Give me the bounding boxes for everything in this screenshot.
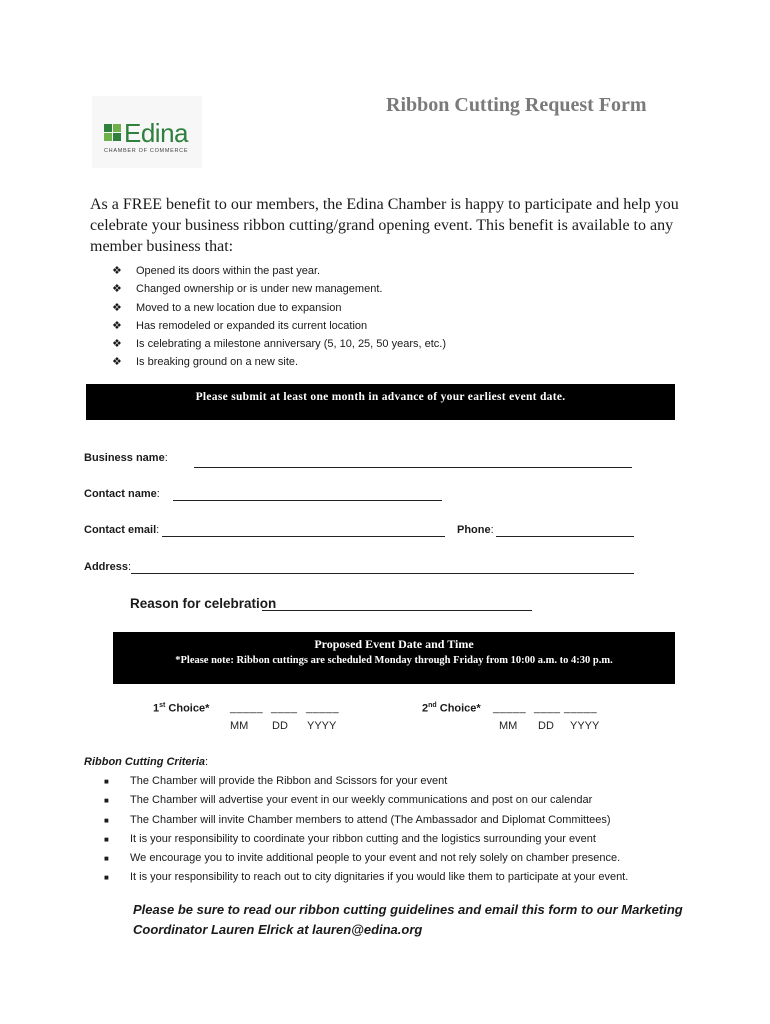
list-item: ❖ Opened its doors within the past year. [112,262,446,280]
address-field[interactable] [131,573,634,574]
second-mm-label: MM [499,720,518,732]
diamond-bullet-icon: ❖ [112,319,122,332]
list-item: ■ The Chamber will invite Chamber members to attend (The Ambassador and Diplomat Committees) [104,811,628,830]
logo-wordmark: Edina [124,118,188,148]
first-choice-day-field[interactable]: ____ [271,702,298,714]
criteria-list [104,772,628,888]
first-dd-label: DD [272,720,288,732]
second-choice-day-field[interactable]: ____ [534,702,561,714]
list-item: ❖ Changed ownership or is under new management. [112,280,446,298]
intro-paragraph: As a FREE benefit to our members, the Edina Chamber is happy to participate and help you celebrate your business ribbon cutting/grand opening event. This benefit is available to any member business that: [90,196,679,255]
reason-label: Reason for celebration [130,596,277,611]
proposed-note: *Please note: Ribbon cuttings are scheduled Monday through Friday from 10:00 a.m. to 4:30 p.m. [175,655,613,666]
proposed-date-banner [113,632,675,684]
first-mm-label: MM [230,720,249,732]
square-bullet-icon: ■ [104,777,109,786]
diamond-bullet-icon: ❖ [112,265,122,277]
square-bullet-icon: ■ [104,854,109,864]
first-choice-month-field[interactable]: _____ [230,702,264,714]
diamond-bullet-icon: ❖ [112,338,122,351]
business-name-field[interactable] [194,467,632,468]
diamond-bullet-icon: ❖ [112,283,122,296]
logo-subtitle: CHAMBER OF COMMERCE [104,148,189,154]
list-item: ■ It is your responsibility to reach out to city dignitaries if you would like them to participate at your event. [104,868,628,887]
contact-email-field[interactable] [162,536,445,537]
list-item: ■ The Chamber will provide the Ribbon and Scissors for your event [104,772,628,791]
list-item: ■ The Chamber will advertise your event in our weekly communications and post on our calendar [104,791,628,810]
proposed-title: Proposed Event Date and Time [314,637,474,651]
advance-notice-text: Please submit at least one month in advance of your earliest event date. [195,391,566,403]
page-title: Ribbon Cutting Request Form [386,94,647,116]
benefits-list [112,262,446,372]
second-yyyy-label: YYYY [570,720,600,732]
list-item: ❖ Has remodeled or expanded its current location [112,317,446,335]
square-bullet-icon: ■ [104,834,109,844]
list-item: ■ We encourage you to invite additional people to your event and not rely solely on chamber presence. [104,849,628,868]
edina-logo-mark-icon [104,124,122,142]
square-bullet-icon: ■ [104,815,109,825]
advance-notice-banner [86,384,675,420]
square-bullet-icon: ■ [104,796,109,806]
address-label: Address: [84,561,132,573]
list-item: ❖ Is celebrating a milestone anniversary (5, 10, 25, 50 years, etc.) [112,335,446,353]
first-choice-label: 1st Choice* [153,702,210,715]
phone-label: Phone: [457,524,494,536]
second-choice-year-field[interactable]: _____ [564,702,598,714]
second-dd-label: DD [538,720,554,732]
contact-name-label: Contact name: [84,488,160,500]
phone-field[interactable] [496,536,634,537]
diamond-bullet-icon: ❖ [112,301,122,314]
contact-name-field[interactable] [173,500,442,501]
second-choice-label: 2nd Choice* [422,702,481,715]
diamond-bullet-icon: ❖ [112,356,122,369]
list-item: ❖ Is breaking ground on a new site. [112,353,446,371]
business-name-label: Business name: [84,452,168,464]
contact-email-label: Contact email: [84,524,160,536]
closing-instructions: Please be sure to read our ribbon cutting guidelines and email this form to our Marketing Coordinator Lauren Elrick at lauren@edina.org [133,902,683,937]
criteria-heading: Ribbon Cutting Criteria: [84,756,209,768]
first-yyyy-label: YYYY [307,720,337,732]
square-bullet-icon: ■ [104,873,109,883]
reason-field[interactable] [262,610,532,611]
list-item: ❖ Moved to a new location due to expansion [112,299,446,317]
first-choice-year-field[interactable]: _____ [306,702,340,714]
list-item: ■ It is your responsibility to coordinate your ribbon cutting and the logistics surrounding your event [104,830,628,849]
second-choice-month-field[interactable]: _____ [493,702,527,714]
